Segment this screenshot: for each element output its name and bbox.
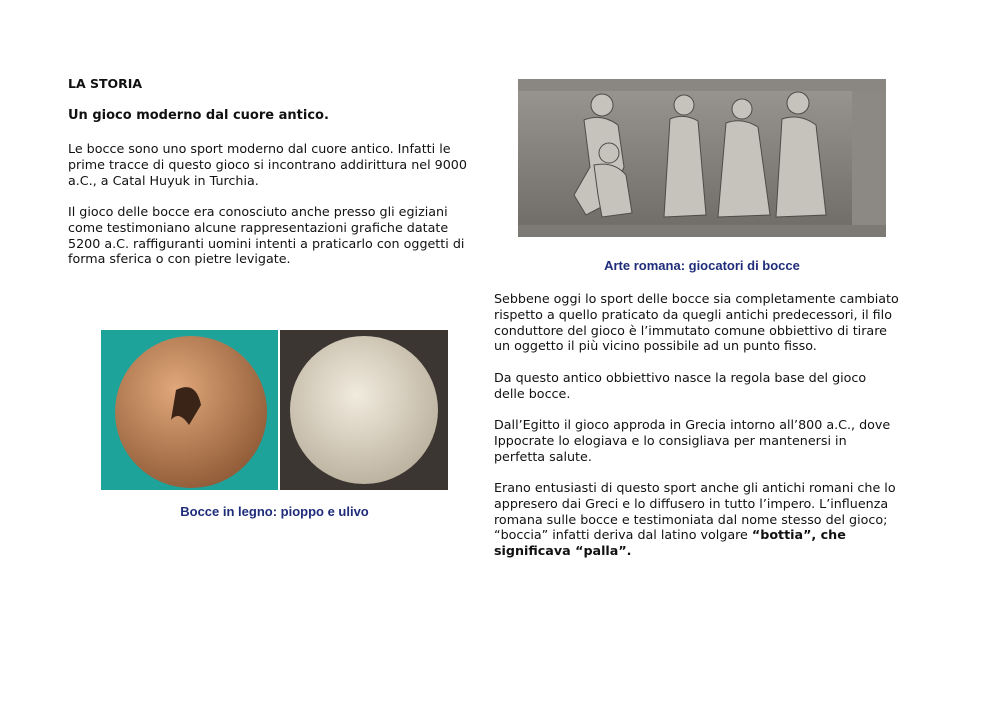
right-paragraph-4	[494, 480, 896, 559]
roman-relief-image	[514, 75, 890, 241]
left-paragraph-1	[68, 141, 467, 188]
right-paragraph-2	[494, 370, 866, 402]
text-line: perfetta salute.	[494, 448, 592, 464]
balls-caption: Bocce in legno: pioppo e ulivo	[180, 504, 369, 519]
text-line: Il gioco delle bocce era conosciuto anche presso gli egiziani	[68, 204, 448, 219]
text-line: delle bocce.	[494, 385, 571, 401]
olive-ball-image	[280, 330, 448, 490]
right-paragraph-1	[494, 291, 899, 354]
text-line	[494, 527, 896, 543]
text-line: prime tracce di questo gioco si incontrano addirittura nel 9000	[68, 156, 467, 172]
text-line: Sebbene oggi lo sport delle bocce sia completamente cambiato	[494, 291, 899, 306]
text-line: Ippocrate lo elogiava e lo consigliava per mantenersi in	[494, 432, 847, 448]
poplar-ball-image	[101, 330, 278, 490]
text-line-plain: “boccia” infatti deriva dal latino volgare	[494, 527, 752, 543]
left-paragraph-2	[68, 204, 464, 267]
text-line: a.C., a Catal Huyuk in Turchia.	[68, 172, 259, 188]
subtitle: Un gioco moderno dal cuore antico.	[68, 108, 329, 123]
text-line: appresero dai Greci e lo diffusero in tutto l’impero. L’influenza	[494, 495, 889, 511]
text-line	[494, 543, 896, 559]
text-line-bold: “bottia”, che	[751, 527, 846, 543]
relief-caption: Arte romana: giocatori di bocce	[604, 258, 800, 273]
section-title: LA STORIA	[68, 76, 143, 91]
text-line: conduttore del gioco è l’immutato comune obbiettivo di tirare	[494, 322, 887, 338]
text-line: Le bocce sono uno sport moderno dal cuore antico. Infatti le	[68, 141, 451, 156]
text-line: forma sferica o con pietre levigate.	[68, 251, 291, 267]
text-line: Da questo antico obbiettivo nasce la regola base del gioco	[494, 370, 867, 385]
text-line: 5200 a.C. raffiguranti uomini intenti a praticarlo con oggetti di	[68, 235, 465, 251]
text-line: Erano entusiasti di questo sport anche gli antichi romani che lo	[494, 480, 896, 495]
text-line: rispetto a quello praticato da quegli antichi predecessori, il filo	[494, 306, 892, 322]
text-line: Dall’Egitto il gioco approda in Grecia intorno all’800 a.C., dove	[494, 417, 891, 432]
text-line-bold: significava “palla”.	[494, 543, 632, 559]
right-paragraph-3	[494, 417, 890, 464]
text-line: un oggetto il più vicino possibile ad un punto fisso.	[494, 338, 817, 354]
text-line: come testimoniano alcune rappresentazioni grafiche datate	[68, 219, 449, 235]
text-line: romana sulle bocce e testimoniata dal nome stesso del gioco;	[494, 511, 888, 527]
